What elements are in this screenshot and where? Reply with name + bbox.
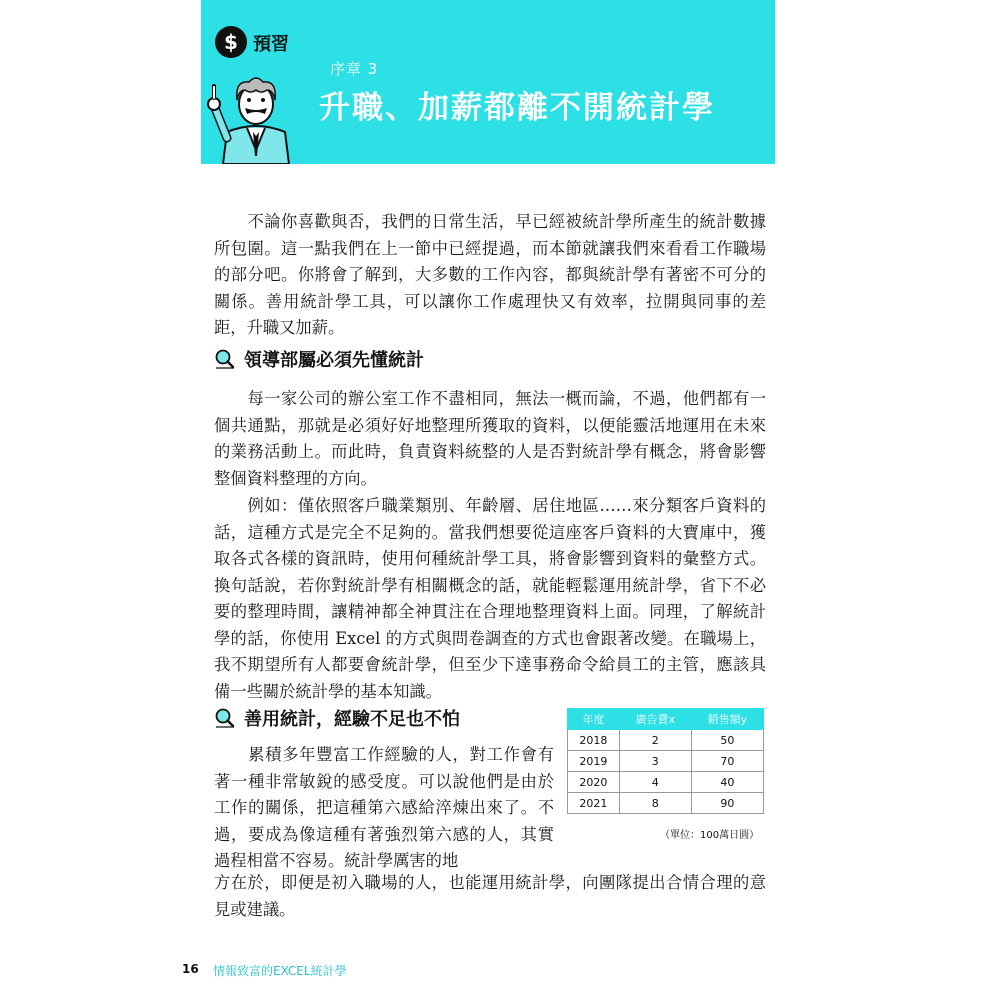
table-cell: 2021 [568, 793, 620, 814]
table-row [568, 772, 764, 793]
section2-paragraph-2: 方在於，即便是初入職場的人，也能運用統計學，向團隊提出合情合理的意見或建議。 [214, 873, 766, 919]
table-cell: 2018 [568, 730, 620, 751]
table-cell: 50 [691, 730, 763, 751]
table-cell: 90 [691, 793, 763, 814]
book-title: 情報致富的EXCEL統計學 [213, 964, 347, 978]
ad-sales-table [567, 708, 764, 814]
businessman-mascot-icon [201, 60, 311, 164]
section-heading-1 [214, 346, 424, 372]
table-unit-note: （單位：100萬日圓） [660, 830, 760, 841]
table-cell: 40 [691, 772, 763, 793]
section-heading-2 [214, 705, 460, 731]
table-header-cell: 銷售額y [691, 709, 763, 730]
chapter-header [201, 0, 775, 164]
table-cell: 8 [619, 793, 691, 814]
magnifier-pin-icon [214, 707, 236, 729]
chapter-title: 升職、加薪都離不開統計學 [319, 90, 715, 126]
section2-paragraph-1: 累積多年豐富工作經驗的人，對工作會有著一種非常敏銳的感受度。可以說他們是由於工作的關係，把這種第六感給淬煉出來了。不過，要成為像這種有著強烈第六感的人，其實過程相當不容易。統計學厲害的地 [214, 745, 554, 870]
table-header-row [568, 709, 764, 730]
table-header-cell: 廣告費x [619, 709, 691, 730]
page-number: 16 [182, 962, 199, 976]
table-cell: 2020 [568, 772, 620, 793]
section-heading-text: 善用統計，經驗不足也不怕 [244, 709, 460, 730]
chapter-label: 序章 3 [330, 60, 379, 78]
badge-label: 預習 [253, 34, 289, 55]
table-row [568, 730, 764, 751]
table-row [568, 793, 764, 814]
intro-paragraph: 不論你喜歡與否，我們的日常生活，早已經被統計學所產生的統計數據所包圍。這一點我們在上一節中已經提過，而本節就讓我們來看看工作職場的部分吧。你將會了解到，大多數的工作內容，都與統計學有著密不可分的關係。善用統計學工具，可以讓你工作處理快又有效率，拉開與同事的差距，升職又加薪。 [214, 212, 766, 337]
table-header-cell: 年度 [568, 709, 620, 730]
table-cell: 3 [619, 751, 691, 772]
table-row [568, 751, 764, 772]
table-cell: 2 [619, 730, 691, 751]
dollar-icon: $ [215, 26, 247, 58]
section-heading-text: 領導部屬必須先懂統計 [244, 350, 424, 371]
table-cell: 70 [691, 751, 763, 772]
table-cell: 2019 [568, 751, 620, 772]
table-cell: 4 [619, 772, 691, 793]
section1-paragraph-1: 每一家公司的辦公室工作不盡相同，無法一概而論，不過，他們都有一個共通點，那就是必須好好地整理所獲取的資料，以便能靈活地運用在未來的業務活動上。而此時，負責資料統整的人是否對統計學有概念，將會影響整個資料整理的方向。 [214, 389, 766, 488]
magnifier-pin-icon [214, 348, 236, 370]
section1-paragraph-2: 例如：僅依照客戶職業類別、年齡層、居住地區……來分類客戶資料的話，這種方式是完全不足夠的。當我們想要從這座客戶資料的大寶庫中，獲取各式各樣的資訊時，使用何種統計學工具，將會影響到資料的彙整方式。換句話說，若你對統計學有相關概念的話，就能輕鬆運用統計學，省下不必要的整理時間，讓精神都全神貫注在合理地整理資料上面。同理，了解統計學的話，你使用 Excel 的方式與問卷調查的方式也會跟著改變。在職場上，我不期望所有人都要會統計學，但至少下達事務命令給員工的主管，應該具備一些關於統計學的基本知識。 [214, 496, 766, 701]
